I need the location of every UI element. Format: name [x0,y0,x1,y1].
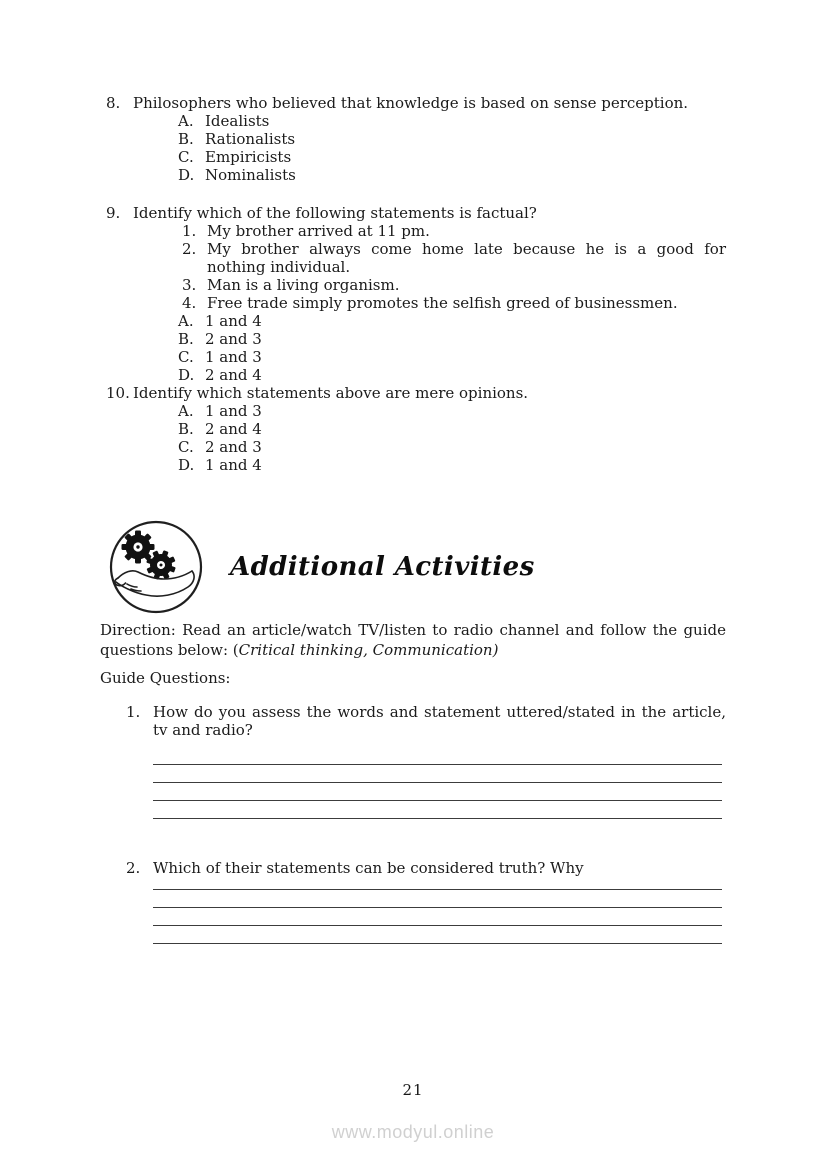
option-row [178,438,726,456]
guide-question-body [153,859,726,944]
answer-line [153,752,722,765]
statement-text: My brother arrived at 11 pm. [207,222,430,240]
answer-line [153,926,722,944]
statement-row [182,276,726,294]
section-title: Additional Activities [230,552,535,582]
option-text: 1 and 3 [205,348,262,366]
question-10-options [100,402,726,474]
option-row [178,130,726,148]
option-row [178,420,726,438]
statement-row [182,222,726,240]
question-9-statements [100,222,726,312]
option-row [178,456,726,474]
statement-label: 1. [182,222,197,240]
statement-label: 2. [182,240,197,258]
option-text: 2 and 3 [205,330,262,348]
question-text: Identify which of the following statements is factual? [133,204,537,222]
additional-activities-header [108,520,726,614]
option-text: 2 and 4 [205,366,262,384]
direction-prefix: Direction: Read an article/watch TV/listen to radio channel and follow the guide questions below: ( [100,621,726,659]
statement-row [182,294,726,312]
answer-line [153,908,722,926]
question-number: 10. [106,384,130,402]
question-number: 8. [106,94,121,112]
option-text: 1 and 4 [205,312,262,330]
option-label: A. [178,402,194,420]
question-8 [100,94,726,112]
option-label: B. [178,420,194,438]
guide-question-body [153,703,726,819]
option-label: A. [178,112,194,130]
statement-label: 3. [182,276,197,294]
guide-question-number: 2. [126,859,141,877]
option-text: Nominalists [205,166,296,184]
option-text: 1 and 4 [205,456,262,474]
direction-text [100,620,726,660]
question-9 [100,204,726,222]
watermark: www.modyul.online [331,1122,495,1142]
option-label: C. [178,348,194,366]
option-row [178,148,726,166]
option-row [178,330,726,348]
question-text: Identify which statements above are mere opinions. [133,384,529,402]
question-8-options [100,112,726,184]
option-label: C. [178,438,194,456]
answer-lines [153,877,722,944]
option-text: 1 and 3 [205,402,262,420]
question-text: Philosophers who believed that knowledge is based on sense perception. [133,94,689,112]
answer-line [153,890,722,908]
guide-questions-label: Guide Questions: [100,669,231,687]
option-label: D. [178,366,195,384]
hand-holding-gears-icon [108,519,204,615]
statement-text: Free trade simply promotes the selfish greed of businessmen. [207,294,678,312]
statement-text: Man is a living organism. [207,276,400,294]
option-row [178,312,726,330]
option-row [178,166,726,184]
option-label: A. [178,312,194,330]
question-number: 9. [106,204,121,222]
option-label: B. [178,130,194,148]
guide-question-text: How do you assess the words and statement uttered/stated in the article, tv and radio? [153,703,726,739]
option-text: 2 and 4 [205,420,262,438]
question-10 [100,384,726,402]
guide-question-2 [126,859,726,944]
option-row [178,348,726,366]
page-number: 21 [402,1081,424,1099]
answer-line [153,765,722,783]
option-text: 2 and 3 [205,438,262,456]
statement-label: 4. [182,294,197,312]
option-label: D. [178,456,195,474]
option-text: Idealists [205,112,270,130]
guide-question-text: Which of their statements can be considered truth? Why [153,859,584,877]
option-row [178,366,726,384]
direction-skills: Critical thinking, Communication) [238,641,499,659]
option-row [178,112,726,130]
option-text: Rationalists [205,130,296,148]
answer-lines [153,752,722,819]
answer-line [153,783,722,801]
guide-question-number: 1. [126,703,141,721]
option-text: Empiricists [205,148,292,166]
answer-line [153,877,722,890]
option-label: C. [178,148,194,166]
statement-text: My brother always come home late because he is a good for nothing individual. [207,240,726,276]
option-row [178,402,726,420]
option-label: D. [178,166,195,184]
question-9-options [100,312,726,384]
answer-line [153,801,722,819]
statement-row [182,240,726,276]
option-label: B. [178,330,194,348]
guide-question-1 [126,703,726,819]
